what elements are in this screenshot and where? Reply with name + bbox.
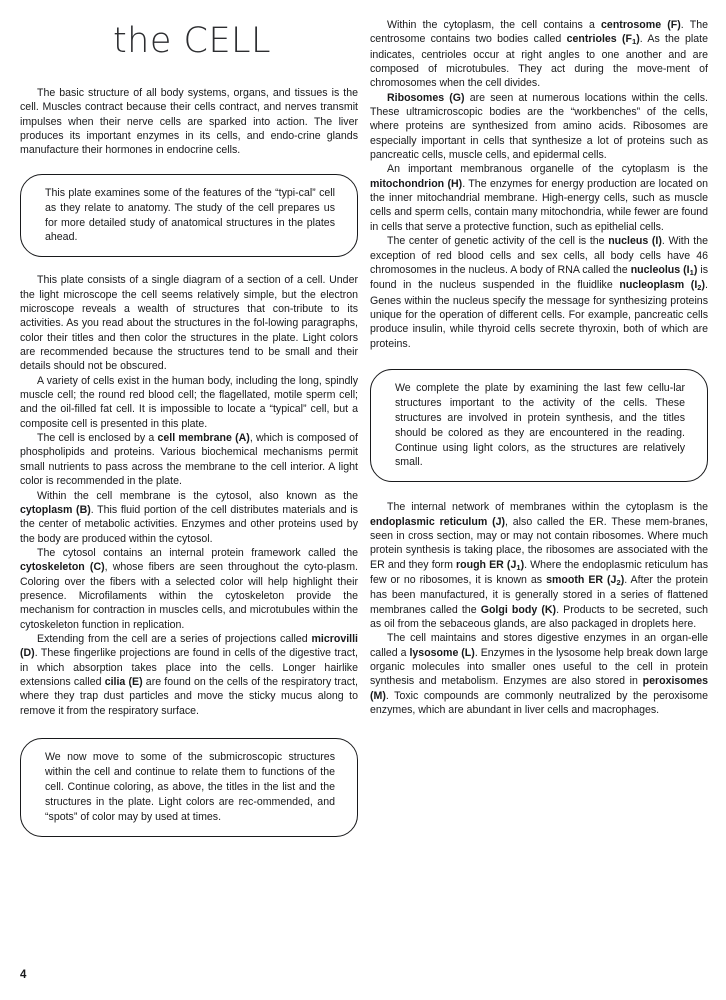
text-mid-2: . Where the endoplasmic reticulum has few or no ribosomes, it is known as (370, 558, 708, 587)
spacer (370, 482, 708, 500)
text-mid: . Enzymes in the lysosome help break down large organic molecules into smaller ones useful to the cell in protein synthesis and metabolism. Enzymes are also stored in (370, 646, 708, 688)
paragraph-lysosome-peroxisomes (370, 631, 708, 717)
right-column (370, 18, 708, 718)
term-ribosomes: Ribosomes (G) (387, 91, 465, 104)
term-centrioles (567, 33, 640, 45)
text-after: are found on the cells of the respiratory tract, where they trap dust particles and move the sticky mucus along to remove it from the respiratory surface. (20, 675, 358, 717)
callout-text: This plate examines some of the features of the “typi-cal” cell as they relate to anatomy. The study of the cell prepares us for more detailed study of anatomical structures in the plates ahead. (45, 186, 335, 244)
text-mid: . With the exception of red blood cells and sex cells, all body cells have 46 chromosomes in the nucleus. A body of RNA called the (370, 235, 708, 276)
term-centrosome: centrosome (F) (601, 19, 681, 31)
callout-text: We now move to some of the submicroscopic structures within the cell and continue to relate them to functions of the cell. Continue coloring, as above, the titles in the list and the structures in the plate. Light colors are rec-ommended, and “spots” of color may by used at times. (45, 751, 335, 823)
callout-box-complete-plate (370, 369, 708, 482)
term-end: ) (701, 279, 706, 292)
text-before: The cytosol contains an internal protein framework called the (37, 546, 358, 559)
text-mid-2: is found in the nucleus suspended in the fluidlike (370, 263, 708, 292)
text-after: , which is composed of phospholipids and proteins. Various biochemical mechanisms permit small nutrients to pass across the membrane to the cell interior. A light color is recommended in the plate. (20, 432, 359, 488)
term-end: ) (636, 33, 640, 46)
spacer (20, 718, 358, 738)
term-nucleoplasm (619, 279, 705, 291)
text-after: are seen at numerous locations within the cells. These ultramicroscopic bodies are the “workbenches” of the cells, where proteins are synthesized from amino acids. Ribosomes are especially important in cells that synthesize a lot of proteins such as pancreatic cells, muscle cells, and epidermal cells. (370, 91, 708, 162)
text-after: . This fluid portion of the cell distributes materials and is the center of metabolic activities. Enzymes and other proteins used by the body are produced within the cytosol. (20, 503, 358, 545)
term-smooth-er (546, 574, 624, 586)
term-cytoplasm: cytoplasm (B) (20, 503, 91, 516)
text-after: . Genes within the nucleus specify the message for synthesizing proteins unique for the operation of different cells. For example, pancreatic cells produce insulin, while thyroid cells secrete thyroxin, both of which are proteins. (370, 279, 708, 350)
term-cilia: cilia (E) (104, 675, 143, 688)
text-before: The internal network of membranes within the cytoplasm is the (387, 501, 708, 514)
spacer (370, 351, 708, 369)
paragraph-cell-membrane (20, 431, 358, 488)
term-main: smooth ER (J (546, 574, 617, 587)
text-before: An important membranous organelle of the cytoplasm is the (387, 163, 708, 176)
title-spacer (20, 18, 358, 86)
callout-text: We complete the plate by examining the last few cellu-lar structures important to the activity of the cells. These structures are involved in protein synthesis, and the titles should be colored as they are encountered in the reading. Continue using light colors, as the structures are relatively small. (395, 381, 685, 469)
paragraph-microvilli-cilia (20, 632, 358, 718)
term-main: nucleolus (I (630, 263, 690, 276)
text-before: Extending from the cell are a series of projections called (37, 632, 312, 645)
subscript: 1 (631, 37, 637, 47)
spacer (20, 257, 358, 273)
term-nucleolus (631, 264, 698, 276)
paragraph-cytoplasm (20, 489, 358, 546)
subscript: 1 (516, 562, 521, 572)
term-lysosome: lysosome (L) (409, 646, 475, 659)
text-before: The center of genetic activity of the cell is the (387, 235, 609, 248)
term-end: ) (693, 263, 698, 276)
text-after: . The enzymes for energy production are located on the inner mitochandrial membrane. High-energy cells, such as muscle cells and sperm cells, contain many mitochondria, while fewer are found in cells that serve a protective function, such as epithelial cells. (370, 177, 708, 233)
term-golgi-body: Golgi body (K) (480, 603, 557, 616)
term-endoplasmic-reticulum: endoplasmic reticulum (J) (370, 515, 506, 528)
page-title: the CELL (112, 21, 272, 61)
text-before: Within the cytoplasm, the cell contains a (387, 19, 602, 31)
page-number: 4 (20, 969, 27, 981)
callout-box-plate-overview (20, 174, 358, 258)
paragraph-nucleus (370, 234, 708, 351)
subscript: 1 (689, 267, 694, 277)
text-after: , whose fibers are seen throughout the cyto-plasm. Coloring over the fibers with a selected color will help highlight their presence. Microfilaments within the cytoskeleton provide the mechanism for contraction in muscles cells, and microtubules within the cytoskeleton function in replication. (20, 561, 358, 631)
term-cytoskeleton: cytoskeleton (C) (20, 561, 105, 574)
term-end: ) (520, 558, 525, 571)
text-before: The cell maintains and stores digestive enzymes in an organ-elle called a (370, 632, 708, 659)
spacer (20, 158, 358, 174)
term-cell-membrane: cell membrane (A) (157, 432, 250, 445)
term-microvilli: microvilli (D) (20, 632, 358, 660)
term-rough-er (456, 559, 524, 571)
paragraph-centrosome (370, 18, 708, 91)
paragraph-ribosomes (370, 91, 708, 163)
callout-box-submicroscopic (20, 738, 358, 837)
text-after: . Toxic compounds are commonly neutralized by the peroxisome enzymes, which are abundant in liver cells and macrophages. (370, 689, 708, 717)
text-mid-3: . After the protein has been manufactured, it is generally stored in a series of flattened membranes called the (370, 574, 709, 616)
subscript: 2 (697, 283, 702, 293)
paragraph-endoplasmic-reticulum (370, 500, 708, 631)
term-main: centrioles (F (566, 33, 632, 46)
left-column (20, 18, 358, 837)
subscript: 2 (616, 578, 621, 588)
term-main: nucleoplasm (I (619, 279, 698, 292)
paragraph-intro: The basic structure of all body systems, organs, and tissues is the cell. Muscles contract because their cells contract, and nerves transmit impulses when their nerve cells are sparked into action. The liver produces its important enzymes in its cells, and endo-crine glands manufacture their hormones in endocrine cells. (20, 87, 358, 157)
paragraph-cell-variety: A variety of cells exist in the human body, including the long, spindly muscle cell; the round red blood cell; the flagellated, motile sperm cell; and the oil-filled fat cell. It is impossible to locate a “typical” cell, but a composite cell is presented in this plate. (20, 374, 358, 430)
paragraph-plate-diagram: This plate consists of a single diagram of a section of a cell. Under the light microscope the cell seems relatively simple, but the electron microscope reveals a wealth of structures that con-tribute to its activities. As you read about the structures in the fol-lowing paragraphs, color their titles and then color the structures in the plate. Light colors are recommended because the structures tend to be small and their details should not be obscured. (20, 274, 358, 373)
paragraph-cytoskeleton (20, 546, 358, 632)
text-mid: . The centrosome contains two bodies called (370, 19, 708, 46)
term-mitochondrion: mitochondrion (H) (370, 177, 463, 190)
paragraph-mitochondrion (370, 162, 708, 234)
text-after: . Products to be secreted, such as oil from the sebaceous glands, are also packaged in droplets here. (370, 603, 709, 631)
term-main: rough ER (J (456, 558, 517, 571)
text-mid: . These fingerlike projections are found in cells of the digestive tract, in which absorption takes place into the cells. Longer hairlike extensions called (20, 647, 358, 688)
term-nucleus: nucleus (I) (608, 235, 662, 248)
text-mid: , also called the ER. These mem-branes, seen in cross section, may or may not contain ribosomes. Where much protein synthesis is taking place, the ribosomes are associated with the ER and they form (370, 515, 708, 571)
text-before: The cell is enclosed by a (37, 432, 158, 445)
text-before: Within the cell membrane is the cytosol, also known as the (37, 489, 358, 502)
term-end: ) (620, 574, 625, 587)
term-peroxisomes: peroxisomes (M) (370, 675, 708, 702)
text-after: . As the plate indicates, centrioles occur at right angles to one another and are composed of microtubules. They act during the move-ment of chromosomes when the cell divides. (370, 33, 709, 90)
